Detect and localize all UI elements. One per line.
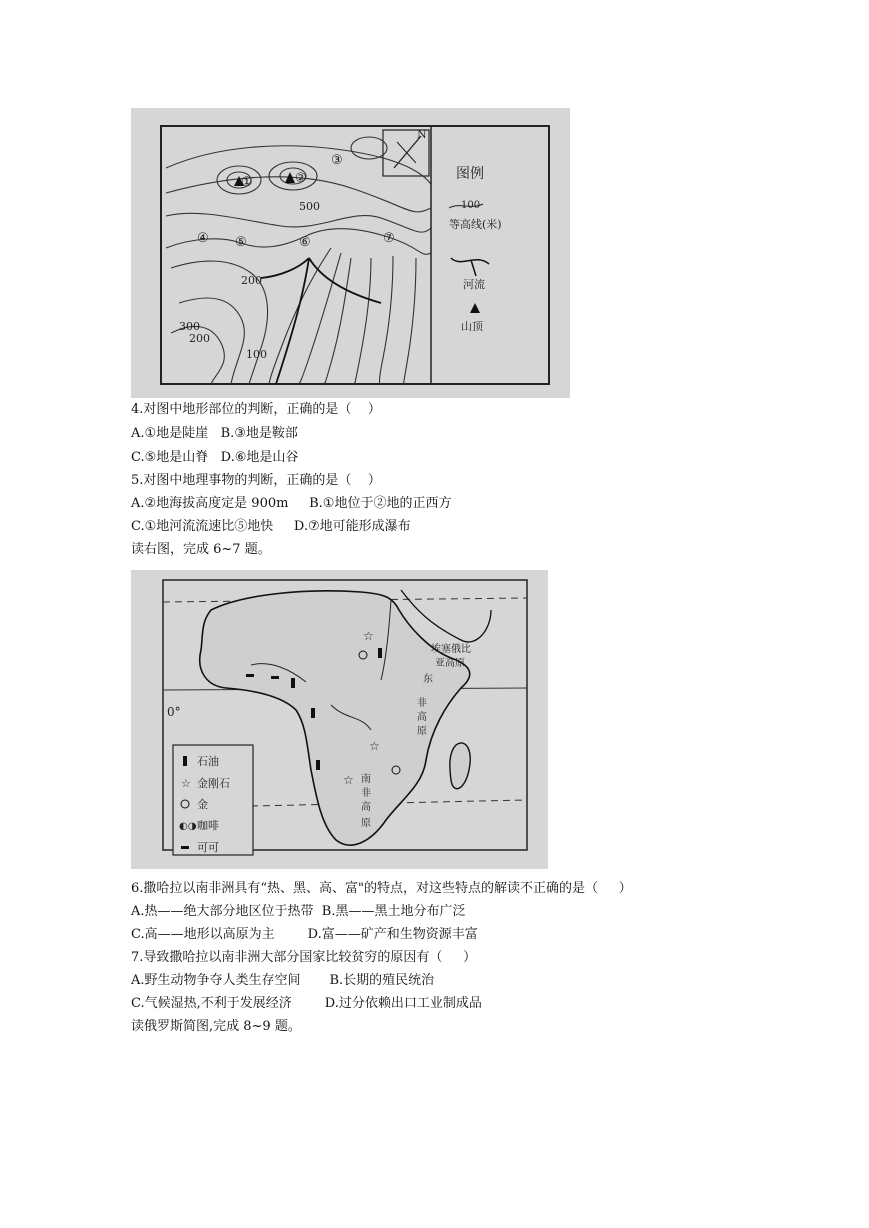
region-label-east-3: 高 xyxy=(417,712,427,723)
contour-label-200: 200 xyxy=(241,274,262,287)
legend-coffee-icon: ◐◑ xyxy=(179,821,197,832)
point-label-3: ③ xyxy=(331,153,343,168)
q4-stem: 4.对图中地形部位的判断，正确的是（ ） xyxy=(131,402,381,417)
legend-gold-label: 金 xyxy=(197,798,208,811)
read-instruction-8-9: 读俄罗斯简图,完成 8~9 题。 xyxy=(131,1019,301,1034)
legend-cocoa-icon xyxy=(181,846,189,849)
q4-options-ab: A.①地是陡崖 B.③地是鞍部 xyxy=(131,426,298,441)
read-instruction-6-7: 读右图，完成 6~7 题。 xyxy=(131,542,271,557)
point-label-1: ① xyxy=(241,175,253,190)
diamond-icon: ☆ xyxy=(369,739,380,753)
legend-title: 图例 xyxy=(456,166,484,182)
contour-label-300: 300 xyxy=(179,320,200,333)
region-label-south-3: 高 xyxy=(361,802,371,813)
region-label-ethiopia-2: 亚高原 xyxy=(435,658,465,669)
q7-stem: 7.导致撒哈拉以南非洲大部分国家比较贫穷的原因有（ ） xyxy=(131,950,477,965)
africa-map-svg xyxy=(131,570,548,869)
q6-options-ab: A.热——绝大部分地区位于热带 B.黑——黑土地分布广泛 xyxy=(131,904,466,919)
q5-options-ab: A.②地海拔高度定是 900m B.①地位于②地的正西方 xyxy=(131,496,452,511)
contour-label-500: 500 xyxy=(299,200,320,213)
region-label-south-2: 非 xyxy=(361,788,371,799)
point-label-4: ④ xyxy=(197,231,209,246)
legend-river-label: 河流 xyxy=(463,278,485,291)
cocoa-icon xyxy=(271,676,279,679)
q7-options-ab: A.野生动物争夺人类生存空间 B.长期的殖民统治 xyxy=(131,973,435,988)
oil-icon xyxy=(316,760,320,770)
legend-contour-label: 等高线(米) xyxy=(449,218,502,231)
equator-label: 0° xyxy=(167,705,181,719)
point-label-7: ⑦ xyxy=(383,231,395,246)
legend-cocoa-label: 可可 xyxy=(197,841,219,854)
cocoa-icon xyxy=(246,674,254,677)
oil-icon xyxy=(291,678,295,688)
contour-map-figure xyxy=(131,108,570,398)
oil-icon xyxy=(311,708,315,718)
point-label-5: ⑤ xyxy=(235,235,247,250)
region-label-east-4: 原 xyxy=(417,726,427,737)
legend-peak-label: 山顶 xyxy=(461,320,483,333)
point-label-2: ② xyxy=(295,171,307,186)
legend-coffee-label: 咖啡 xyxy=(197,819,219,832)
legend-oil-icon xyxy=(183,756,187,766)
diamond-icon: ☆ xyxy=(343,773,354,787)
q6-stem: 6.撒哈拉以南非洲具有“热、黑、高、富"的特点，对这些特点的解读不正确的是（ ） xyxy=(131,881,632,896)
region-label-south-4: 原 xyxy=(361,818,371,829)
map-frame xyxy=(161,126,549,384)
contour-map-svg xyxy=(131,108,570,398)
legend-diamond-label: 金刚石 xyxy=(197,777,230,790)
region-label-east-2: 非 xyxy=(417,698,427,709)
legend-contour-value: 100 xyxy=(461,200,481,211)
q4-options-cd: C.⑤地是山脊 D.⑥地是山谷 xyxy=(131,450,299,465)
legend-oil-label: 石油 xyxy=(197,755,219,768)
q6-options-cd: C.高——地形以高原为主 D.富——矿产和生物资源丰富 xyxy=(131,927,478,942)
diamond-icon: ☆ xyxy=(363,629,374,643)
legend-peak-icon xyxy=(470,303,480,313)
contour-label-100: 100 xyxy=(246,348,267,361)
q5-stem: 5.对图中地理事物的判断，正确的是（ ） xyxy=(131,473,381,488)
north-label: N xyxy=(417,128,427,141)
q5-options-cd: C.①地河流流速比⑤地快 D.⑦地可能形成瀑布 xyxy=(131,519,411,534)
region-label-ethiopia-1: 埃塞俄比 xyxy=(431,644,471,655)
africa-map-figure xyxy=(131,570,548,869)
legend-river-icon xyxy=(451,258,489,276)
region-label-south-1: 南 xyxy=(361,774,371,785)
madagascar-outline xyxy=(450,743,470,789)
region-label-east-1: 东 xyxy=(423,674,433,685)
contour-label-200b: 200 xyxy=(189,332,210,345)
legend-diamond-icon: ☆ xyxy=(181,777,191,790)
point-label-6: ⑥ xyxy=(299,235,311,250)
q7-options-cd: C.气候湿热,不利于发展经济 D.过分依赖出口工业制成品 xyxy=(131,996,482,1011)
oil-icon xyxy=(378,648,382,658)
